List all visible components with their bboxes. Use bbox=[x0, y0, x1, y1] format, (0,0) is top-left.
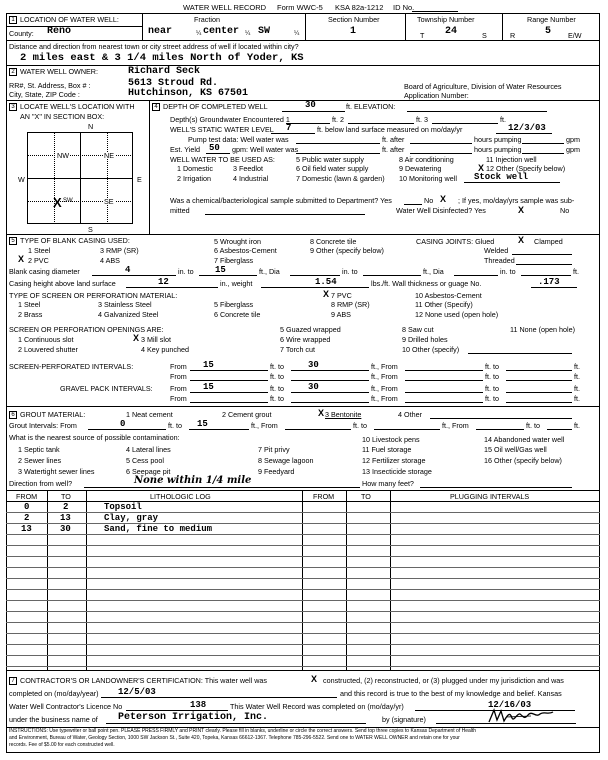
gravel-from-label2: From bbox=[170, 394, 187, 403]
log-row-1-desc: Clay, gray bbox=[104, 513, 159, 523]
use-1[interactable]: 1 Domestic bbox=[177, 164, 213, 173]
casing-joints: CASING JOINTS: Glued bbox=[416, 237, 495, 246]
screen-3[interactable]: 3 Stainless Steel bbox=[98, 300, 152, 309]
casing-5[interactable]: 5 Wrought iron bbox=[214, 237, 262, 246]
openings-label: SCREEN OR PERFORATION OPENINGS ARE: bbox=[9, 325, 164, 334]
log-row-divider bbox=[6, 512, 600, 513]
grout-from: 0 bbox=[120, 419, 126, 429]
quadrant-se: SE bbox=[104, 197, 114, 206]
static-label: WELL'S STATIC WATER LEVEL bbox=[170, 125, 274, 134]
static-date: 12/3/03 bbox=[508, 123, 546, 133]
quarter-mark-1: ¼ bbox=[196, 30, 202, 37]
screen-9[interactable]: 9 ABS bbox=[331, 310, 351, 319]
chem-no-x: X bbox=[440, 194, 447, 204]
diam-in-to: in. to bbox=[178, 267, 194, 276]
log-row-divider bbox=[6, 578, 600, 579]
grout-ft-to: ft. to bbox=[168, 421, 182, 430]
opening-11[interactable]: 11 None (open hole) bbox=[510, 325, 575, 334]
log-to-header: TO bbox=[61, 492, 71, 501]
owner-address: 5613 Stroud Rd. bbox=[128, 78, 219, 89]
opening-9[interactable]: 9 Drilled holes bbox=[402, 335, 448, 344]
log-row-2-to: 30 bbox=[60, 524, 71, 534]
perf-ft-to2: ft. to bbox=[485, 362, 499, 371]
yield-value: 50 bbox=[209, 143, 220, 153]
gravel2-ft-from: ft., From bbox=[371, 394, 398, 403]
joints-glued-x: X bbox=[518, 235, 525, 245]
section2-header: 2 WATER WELL OWNER: bbox=[9, 68, 98, 76]
casing-4[interactable]: 4 ABS bbox=[100, 256, 120, 265]
contam-11[interactable]: 11 Fuel storage bbox=[362, 445, 412, 454]
diameter-label: Blank casing diameter bbox=[9, 267, 80, 276]
grout-int-label: Grout Intervals: From bbox=[9, 421, 77, 430]
how-many-feet: How many feet? bbox=[362, 479, 414, 488]
gravel-to: 30 bbox=[308, 382, 319, 392]
record-date: 12/16/03 bbox=[488, 700, 532, 710]
quarter-mark-2: ¼ bbox=[245, 30, 251, 37]
screen-6[interactable]: 6 Concrete tile bbox=[214, 310, 261, 319]
casing-to: 15 bbox=[215, 265, 226, 275]
quadrant-sw: SW bbox=[63, 198, 73, 204]
county-label: County: bbox=[9, 29, 34, 38]
gravel-ft-from: ft., From bbox=[371, 384, 398, 393]
screen-12[interactable]: 12 None used (open hole) bbox=[415, 310, 499, 319]
section3-sublabel: AN "X" IN SECTION BOX: bbox=[20, 112, 105, 121]
section6-header: 6 GROUT MATERIAL: bbox=[9, 411, 85, 419]
log-row-divider bbox=[6, 633, 600, 634]
chem-question: Was a chemical/bacteriological sample submitted to Department? Yes bbox=[170, 196, 392, 205]
casing-3[interactable]: 3 RMP (SR) bbox=[100, 246, 139, 255]
form-title: WATER WELL RECORD bbox=[183, 3, 267, 12]
log-row-2-from: 13 bbox=[21, 524, 32, 534]
range-ew: E/W bbox=[568, 31, 582, 40]
quadrant-nw: NW bbox=[57, 151, 69, 160]
quadrant-ne: NE bbox=[104, 151, 114, 160]
use-3[interactable]: 3 Feedlot bbox=[233, 164, 263, 173]
perf-ft-from: ft., From bbox=[371, 362, 398, 371]
use-7[interactable]: 7 Domestic (lawn & garden) bbox=[296, 174, 385, 183]
log-row-1-from: 2 bbox=[24, 513, 30, 523]
grout-1[interactable]: 1 Neat cement bbox=[126, 410, 173, 419]
use-4[interactable]: 4 Industrial bbox=[233, 174, 269, 183]
ksa-number: KSA 82a-1212 bbox=[335, 3, 384, 12]
perf-from-label2: From bbox=[170, 372, 187, 381]
contam-8[interactable]: 8 Sewage lagoon bbox=[258, 456, 314, 465]
log-row-divider bbox=[6, 556, 600, 557]
diam-ft: ft. bbox=[573, 267, 579, 276]
chem-no: No bbox=[424, 196, 434, 205]
well-location-x: X bbox=[53, 195, 62, 210]
contam-2[interactable]: 2 Sewer lines bbox=[18, 456, 62, 465]
pump-hours: hours pumping bbox=[474, 135, 522, 144]
log-row-divider bbox=[6, 622, 600, 623]
diam-in-to3: in. to bbox=[500, 267, 516, 276]
grout-4[interactable]: 4 Other bbox=[398, 410, 422, 419]
perf2-ft-to: ft. to bbox=[270, 372, 284, 381]
casing-7[interactable]: 7 Fiberglass bbox=[214, 256, 254, 265]
instructions-line3: records. Fee of $5.00 for each constructed well. bbox=[9, 742, 115, 748]
opening-3-x: X bbox=[133, 333, 140, 343]
compass-n: N bbox=[88, 122, 94, 131]
owner-name: Richard Seck bbox=[128, 66, 201, 77]
log-row-divider bbox=[6, 534, 600, 535]
joints-threaded: Threaded bbox=[484, 256, 515, 265]
yield-ft-after: ft. after bbox=[382, 145, 405, 154]
gw-ft1: ft. 2 bbox=[332, 115, 344, 124]
form-number: Form WWC-5 bbox=[277, 3, 323, 12]
use-11[interactable]: 11 Injection well bbox=[486, 155, 537, 164]
contam-9[interactable]: 9 Feedyard bbox=[258, 467, 295, 476]
perf2-ft-to2: ft. to bbox=[485, 372, 499, 381]
static-rest: ft. below land surface measured on mo/day/yr bbox=[317, 125, 463, 134]
use-5[interactable]: 5 Public water supply bbox=[296, 155, 364, 164]
completed-label: completed on (mo/day/year) bbox=[9, 689, 99, 698]
yield-gpm: gpm: Well water was bbox=[232, 145, 299, 154]
use-9[interactable]: 9 Dewatering bbox=[399, 164, 442, 173]
log-row-divider bbox=[6, 611, 600, 612]
yield-gpm2: gpm bbox=[566, 145, 580, 154]
gravel-from-label: From bbox=[170, 384, 187, 393]
fraction-sw: SW bbox=[258, 26, 271, 37]
screen-7-x: X bbox=[323, 289, 330, 299]
owner-city: Hutchinson, KS 67501 bbox=[128, 88, 249, 99]
disinfect-yes-x: X bbox=[518, 205, 525, 215]
county-value: Reno bbox=[47, 26, 72, 37]
opening-2[interactable]: 2 Louvered shutter bbox=[18, 345, 78, 354]
use-label: WELL WATER TO BE USED AS: bbox=[170, 155, 275, 164]
log-to2-header: TO bbox=[361, 492, 371, 501]
log-from2-header: FROM bbox=[313, 492, 335, 501]
casing-diameter: 4 bbox=[125, 265, 131, 275]
board-label: Board of Agriculture, Division of Water Resources bbox=[404, 82, 562, 91]
contam-7[interactable]: 7 Pit privy bbox=[258, 445, 290, 454]
grout-2[interactable]: 2 Cement grout bbox=[222, 410, 272, 419]
log-row-divider bbox=[6, 655, 600, 656]
grout-3[interactable]: 3 Bentonite bbox=[325, 410, 362, 419]
groundwater-label: Depth(s) Groundwater Encountered 1 bbox=[170, 115, 290, 124]
grout-to: 15 bbox=[197, 419, 208, 429]
perf-to: 30 bbox=[308, 360, 319, 370]
gw-ft3: ft. bbox=[500, 115, 506, 124]
section7-header: 7 CONTRACTOR'S OR LANDOWNER'S CERTIFICATION: This water well was bbox=[9, 677, 267, 685]
instructions-line1: INSTRUCTIONS: Use typewriter or ball point pen. PLEASE PRESS FIRMLY and PRINT clearly. Please fill in blanks, underline or circle the correct answers. Send top three copies to Kansas Department of Health bbox=[9, 728, 477, 734]
casing-weight: 1.54 bbox=[315, 277, 337, 287]
casing-1[interactable]: 1 Steel bbox=[28, 246, 51, 255]
height-label: Casing height above land surface bbox=[9, 279, 116, 288]
application-label: Application Number: bbox=[404, 91, 469, 100]
perf2-ft-from: ft., From bbox=[371, 372, 398, 381]
screen-10[interactable]: 10 Asbestos-Cement bbox=[415, 291, 482, 300]
direction-label: Direction from well? bbox=[9, 479, 73, 488]
perf-from-label: From bbox=[170, 362, 187, 371]
diam-ft-dia2: ft., Dia bbox=[423, 267, 444, 276]
contam-6[interactable]: 6 Seepage pit bbox=[126, 467, 171, 476]
log-row-divider bbox=[6, 600, 600, 601]
section-number-label: Section Number bbox=[328, 15, 380, 24]
log-row-divider bbox=[6, 666, 600, 667]
log-row-0-to: 2 bbox=[63, 502, 69, 512]
gravel2-ft-to: ft. to bbox=[270, 394, 284, 403]
opening-7[interactable]: 7 Torch cut bbox=[280, 345, 316, 354]
log-litho-header: LITHOLOGIC LOG bbox=[150, 492, 211, 501]
instructions-line2: and Environment, Bureau of Water, Geology Section, 1000 SW Jackson St., Suite 420, Topeka, Kansas 66612-1367. Telephone 785-296-5522. Send one to WATER WELL OWNER and retain one for your bbox=[9, 735, 460, 741]
joints-clamped: Clamped bbox=[534, 237, 563, 246]
section3-header: 3 LOCATE WELL'S LOCATION WITH bbox=[9, 103, 135, 111]
pump-gpm: gpm bbox=[566, 135, 580, 144]
contam-10[interactable]: 10 Livestock pens bbox=[362, 435, 420, 444]
static-level: 7 bbox=[286, 123, 292, 133]
range-label: Range Number bbox=[527, 15, 576, 24]
screen-7[interactable]: 7 PVC bbox=[331, 291, 352, 300]
screen-1[interactable]: 1 Steel bbox=[18, 300, 41, 309]
business-name: Peterson Irrigation, Inc. bbox=[118, 712, 269, 723]
diam-ft-dia: ft., Dia bbox=[259, 267, 280, 276]
perf-ft-to: ft. to bbox=[270, 362, 284, 371]
casing-height: 12 bbox=[158, 277, 169, 287]
compass-s: S bbox=[88, 225, 93, 234]
contam-label: What is the nearest source of possible contamination: bbox=[9, 433, 180, 442]
perf-ft2: ft. bbox=[574, 362, 580, 371]
screen-4[interactable]: 4 Galvanized Steel bbox=[98, 310, 159, 319]
contam-3[interactable]: 3 Watertight sewer lines bbox=[18, 467, 95, 476]
grout-3-x: X bbox=[318, 408, 325, 418]
range-r: R bbox=[510, 31, 516, 40]
casing-2[interactable]: 2 PVC bbox=[28, 256, 49, 265]
pump-label: Pump test data: Well water was bbox=[188, 135, 289, 144]
city-label: City, State, ZIP Code : bbox=[9, 90, 80, 99]
perf2-ft: ft. bbox=[574, 372, 580, 381]
contam-12[interactable]: 12 Fertilizer storage bbox=[362, 456, 426, 465]
opening-8[interactable]: 8 Saw cut bbox=[402, 325, 434, 334]
opening-4[interactable]: 4 Key punched bbox=[141, 345, 189, 354]
casing-6[interactable]: 6 Asbestos-Cement bbox=[214, 246, 277, 255]
casing-8[interactable]: 8 Concrete tile bbox=[310, 237, 357, 246]
other-use-value: Stock well bbox=[474, 172, 529, 182]
log-row-divider bbox=[6, 567, 600, 568]
joints-welded: Welded bbox=[484, 246, 509, 255]
yield-label: Est. Yield bbox=[170, 145, 200, 154]
casing-2-x: X bbox=[18, 254, 25, 264]
log-plug-header: PLUGGING INTERVALS bbox=[450, 492, 530, 501]
cert-rest: constructed, (2) reconstructed, or (3) plugged under my jurisdiction and was bbox=[323, 676, 564, 685]
screen-2[interactable]: 2 Brass bbox=[18, 310, 43, 319]
screen-label: TYPE OF SCREEN OR PERFORATION MATERIAL: bbox=[9, 291, 178, 300]
section-number-value: 1 bbox=[350, 26, 357, 37]
township-label: Township Number bbox=[417, 15, 475, 24]
grout-ft-from: ft., From bbox=[251, 421, 278, 430]
disinfect-no: No bbox=[560, 206, 570, 215]
cert-x: X bbox=[311, 674, 318, 684]
log-row-divider bbox=[6, 545, 600, 546]
log-row-divider bbox=[6, 589, 600, 590]
gravel-ft-to2: ft. to bbox=[485, 384, 499, 393]
casing-9[interactable]: 9 Other (specify below) bbox=[310, 246, 384, 255]
log-from-header: FROM bbox=[16, 492, 38, 501]
chem-rest: ; If yes, mo/day/yrs sample was sub- bbox=[458, 196, 575, 205]
log-row-2-desc: Sand, fine to medium bbox=[104, 524, 213, 534]
business-label: under the business name of bbox=[9, 715, 98, 724]
id-label: ID No. bbox=[393, 3, 415, 12]
height-in-weight: in., weight bbox=[220, 279, 253, 288]
contam-14[interactable]: 14 Abandoned water well bbox=[484, 435, 565, 444]
screen-5[interactable]: 5 Fiberglass bbox=[214, 300, 254, 309]
contam-5[interactable]: 5 Cess pool bbox=[126, 456, 164, 465]
diam-in-to2: in. to bbox=[342, 267, 358, 276]
completed-date: 12/5/03 bbox=[118, 687, 156, 697]
fraction-near: near bbox=[148, 26, 173, 37]
log-row-divider bbox=[6, 523, 600, 524]
use-12[interactable]: 12 Other (Specify below) bbox=[486, 164, 566, 173]
contam-4[interactable]: 4 Lateral lines bbox=[126, 445, 171, 454]
opening-6[interactable]: 6 Wire wrapped bbox=[280, 335, 331, 344]
use-6[interactable]: 6 Oil field water supply bbox=[296, 164, 369, 173]
elevation-label: ft. ELEVATION: bbox=[346, 102, 396, 111]
gravel-ft-to: ft. to bbox=[270, 384, 284, 393]
opening-1[interactable]: 1 Continuous slot bbox=[18, 335, 74, 344]
pump-ft-after: ft. after bbox=[382, 135, 405, 144]
log-row-0-desc: Topsoil bbox=[104, 502, 142, 512]
quarter-mark-3: ¼ bbox=[294, 30, 300, 37]
grout-ft-from2: ft., From bbox=[442, 421, 469, 430]
grout-ft-to2: ft. to bbox=[353, 421, 367, 430]
license-label: Water Well Contractor's Licence No bbox=[9, 702, 123, 711]
signature-label: by (signature) bbox=[382, 715, 426, 724]
gravel-from: 15 bbox=[203, 382, 214, 392]
use-8[interactable]: 8 Air conditioning bbox=[399, 155, 454, 164]
address-label: RR#, St. Address, Box # : bbox=[9, 81, 91, 90]
township-value: 24 bbox=[445, 26, 458, 37]
use-2[interactable]: 2 Irrigation bbox=[177, 174, 211, 183]
gravel2-ft: ft. bbox=[574, 394, 580, 403]
license-number: 138 bbox=[190, 700, 207, 710]
gravel2-ft-to2: ft. to bbox=[485, 394, 499, 403]
screen-8[interactable]: 8 RMP (SR) bbox=[331, 300, 370, 309]
compass-e: E bbox=[137, 175, 142, 184]
section5-header: 5 TYPE OF BLANK CASING USED: bbox=[9, 237, 130, 245]
screen-11[interactable]: 11 Other (Specify) bbox=[415, 300, 473, 309]
chem-mitted: mitted bbox=[170, 206, 190, 215]
contam-15[interactable]: 15 Oil well/Gas well bbox=[484, 445, 547, 454]
record-label: This Water Well Record was completed on (mo/day/yr) bbox=[230, 702, 404, 711]
log-row-0-from: 0 bbox=[24, 502, 30, 512]
grout-ft-to3: ft. to bbox=[526, 421, 540, 430]
log-row-divider bbox=[6, 644, 600, 645]
township-s: S bbox=[482, 31, 487, 40]
yield-hours: hours pumping bbox=[474, 145, 522, 154]
contam-1[interactable]: 1 Septic tank bbox=[18, 445, 60, 454]
section4-header: 4 DEPTH OF COMPLETED WELL bbox=[152, 103, 268, 111]
casing-gauge: .173 bbox=[538, 277, 560, 287]
log-row-1-to: 13 bbox=[60, 513, 71, 523]
distance-label: Distance and direction from nearest town or city street address of well if located within city? bbox=[9, 42, 299, 51]
fraction-label: Fraction bbox=[194, 15, 220, 24]
gravel-ft: ft. bbox=[574, 384, 580, 393]
use-12-x: X bbox=[478, 163, 485, 173]
height-lbs: lbs./ft. Wall thickness or guage No. bbox=[371, 279, 482, 288]
section1-header: 1 LOCATION OF WATER WELL: bbox=[9, 16, 119, 24]
disinfect-label: Water Well Disinfected? Yes bbox=[396, 206, 486, 215]
compass-w: W bbox=[18, 175, 25, 184]
opening-10[interactable]: 10 Other (specify) bbox=[402, 345, 460, 354]
contractor-signature bbox=[486, 706, 556, 726]
contam-16[interactable]: 16 Other (specify below) bbox=[484, 456, 562, 465]
range-value: 5 bbox=[545, 26, 552, 37]
perf-label: SCREEN-PERFORATED INTERVALS: bbox=[9, 362, 134, 371]
direction-value: None within 1/4 mile bbox=[134, 475, 252, 486]
opening-3[interactable]: 3 Mill slot bbox=[141, 335, 171, 344]
contam-13[interactable]: 13 Insecticide storage bbox=[362, 467, 432, 476]
fraction-center: center bbox=[203, 26, 240, 37]
opening-5[interactable]: 5 Guazed wrapped bbox=[280, 325, 341, 334]
gravel-label: GRAVEL PACK INTERVALS: bbox=[60, 384, 153, 393]
perf-from: 15 bbox=[203, 360, 214, 370]
distance-value: 2 miles east & 3 1/4 miles North of Yoder, KS bbox=[20, 52, 304, 64]
gw-ft2: ft. 3 bbox=[416, 115, 428, 124]
township-t: T bbox=[420, 31, 425, 40]
well-depth: 30 bbox=[305, 100, 316, 110]
grout-ft: ft. bbox=[574, 421, 580, 430]
cert-rest2: and this record is true to the best of my knowledge and belief. Kansas bbox=[340, 689, 562, 698]
use-10[interactable]: 10 Monitoring well bbox=[399, 174, 457, 183]
